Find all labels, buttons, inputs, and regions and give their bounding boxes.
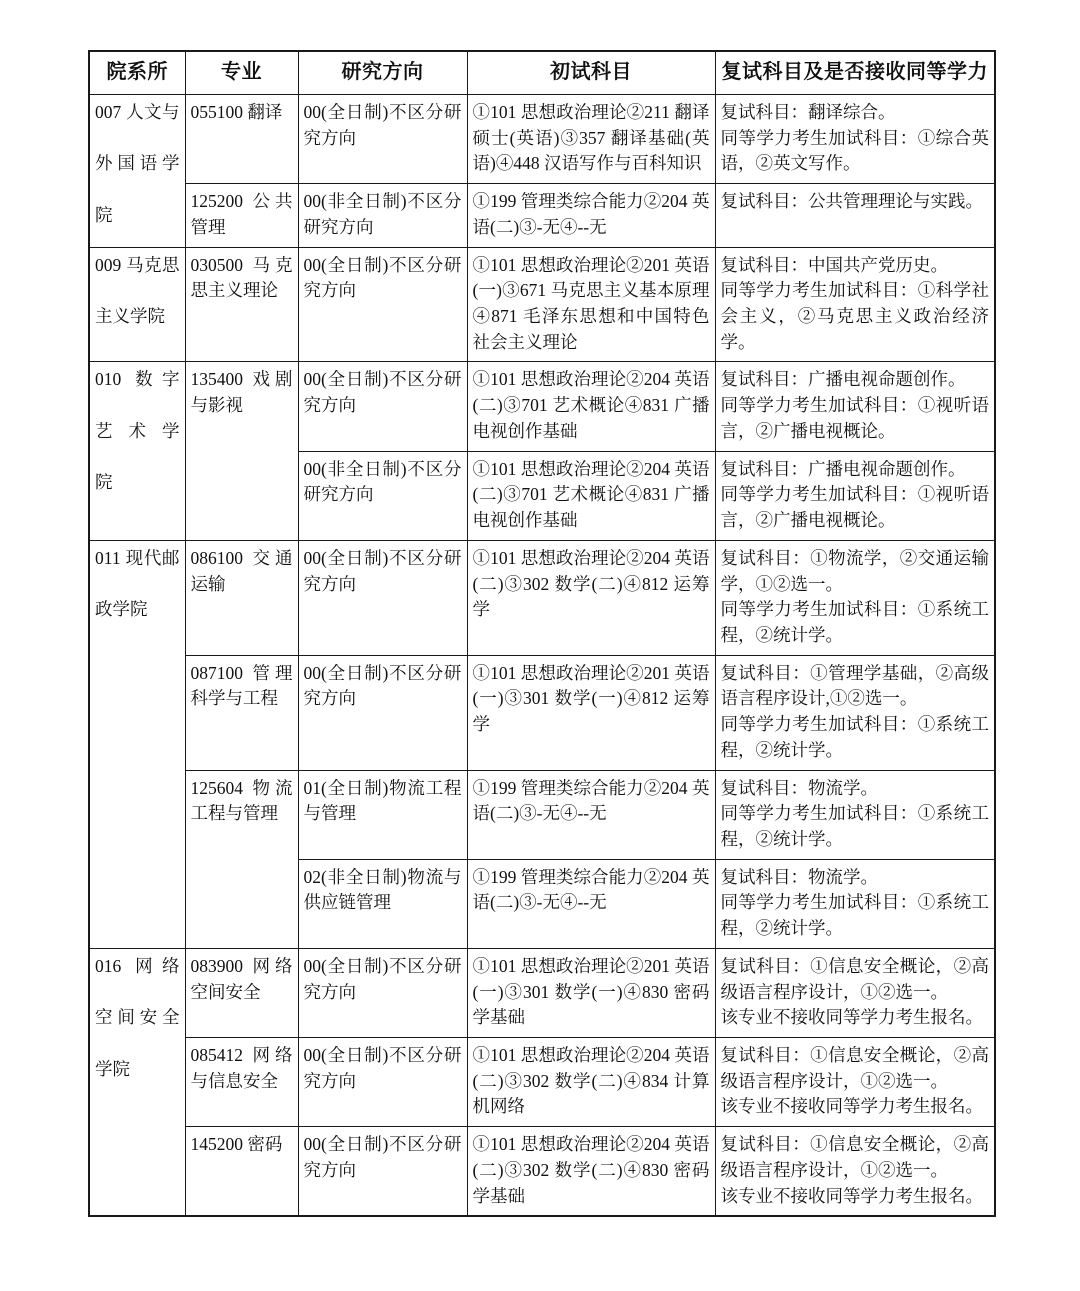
second-exam-line: 复试科目：广播电视命题创作。 [720,369,966,390]
second-exam-line: 同等学力考生加试科目：①视听语言，②广播电视概论。 [720,484,989,531]
cell-second-exam-subjects [715,859,995,948]
cell-department [89,540,185,948]
cell-department [89,362,185,540]
cell-second-exam-subjects [715,1038,995,1127]
cell-research-direction: 00(全日制)不区分研究方向 [298,540,467,655]
cell-research-direction: 00(全日制)不区分研究方向 [298,948,467,1037]
cell-second-exam-subjects [715,95,995,184]
cell-first-exam-subjects: ①199 管理类综合能力②204 英语(二)③-无④--无 [467,770,715,859]
cell-research-direction: 00(全日制)不区分研究方向 [298,95,467,184]
second-exam-line: 复试科目：物流学。 [720,777,878,798]
second-exam-line: 复试科目：物流学。 [720,866,878,887]
department-line: 院 [95,204,113,225]
admissions-table-container [88,50,994,1217]
table-row [89,540,995,655]
second-exam-line: 该专业不接收同等学力考生报名。 [720,1007,983,1028]
table-header-row [89,51,995,95]
second-exam-line: 同等学力考生加试科目：①视听语言，②广播电视概论。 [720,395,989,441]
table-row [89,95,995,184]
cell-major: 083900 网络空间安全 [185,948,298,1037]
second-exam-line: 该专业不接收同等学力考生报名。 [720,1096,983,1117]
cell-second-exam-subjects [715,655,995,770]
cell-first-exam-subjects: ①101 思想政治理论②204 英语(二)③302 数学(二)④830 密码学基础 [467,1127,715,1217]
table-header [89,51,995,95]
second-exam-line: 同等学力考生加试科目：①科学社会主义，②马克思主义政治经济学。 [720,280,989,352]
second-exam-line: 复试科目：①信息安全概论，②高级语言程序设计，①②选一。 [720,1045,989,1091]
cell-second-exam-subjects [715,451,995,540]
admissions-catalog-table [88,50,996,1217]
cell-first-exam-subjects: ①199 管理类综合能力②204 英语(二)③-无④--无 [467,184,715,247]
column-header-first-exam: 初试科目 [467,51,715,95]
table-row [89,1127,995,1217]
second-exam-line: 复试科目：中国共产党历史。 [720,254,948,275]
second-exam-line: 同等学力考生加试科目：①系统工程，②统计学。 [720,714,989,760]
table-body [89,95,995,1217]
cell-second-exam-subjects [715,1127,995,1217]
department-line: 007 人文与 [95,102,180,122]
cell-first-exam-subjects: ①101 思想政治理论②201 英语(一)③301 数学(一)④830 密码学基础 [467,948,715,1037]
second-exam-line: 复试科目：①管理学基础，②高级语言程序设计,①②选一。 [720,662,989,709]
table-row [89,655,995,770]
department-line: 院 [95,472,113,493]
cell-first-exam-subjects: ①199 管理类综合能力②204 英语(二)③-无④--无 [467,859,715,948]
cell-second-exam-subjects [715,948,995,1037]
cell-major: 030500 马克思主义理论 [185,247,298,362]
table-row [89,362,995,451]
table-row [89,184,995,247]
cell-major: 085412 网络与信息安全 [185,1038,298,1127]
column-header-research-direction: 研究方向 [298,51,467,95]
cell-major: 087100 管理科学与工程 [185,655,298,770]
table-row [89,770,995,859]
cell-major: 086100 交通运输 [185,540,298,655]
second-exam-line: 复试科目：广播电视命题创作。 [720,458,966,479]
cell-research-direction: 00(全日制)不区分研究方向 [298,247,467,362]
cell-major: 145200 密码 [185,1127,298,1217]
second-exam-line: 复试科目：翻译综合。 [720,102,896,122]
cell-first-exam-subjects: ①101 思想政治理论②204 英语(二)③302 数学(二)④834 计算机网络 [467,1038,715,1127]
department-line: 009 马克思 [95,254,180,275]
department-line: 学院 [95,1058,130,1079]
second-exam-line: 复试科目：公共管理理论与实践。 [720,191,983,212]
cell-major: 055100 翻译 [185,95,298,184]
second-exam-line: 复试科目：①信息安全概论，②高级语言程序设计，①②选一。 [720,955,989,1002]
cell-major: 125604 物流工程与管理 [185,770,298,948]
cell-second-exam-subjects [715,770,995,859]
cell-first-exam-subjects: ①101 思想政治理论②211 翻译硕士(英语)③357 翻译基础(英语)④448 汉语写作与百科知识 [467,95,715,184]
cell-research-direction: 00(全日制)不区分研究方向 [298,655,467,770]
column-header-department: 院系所 [89,51,185,95]
department-line: 016 网络 [95,955,180,976]
department-line: 空间安全 [95,1007,180,1028]
second-exam-line: 复试科目：①物流学，②交通运输学，①②选一。 [720,547,989,594]
cell-major: 135400 戏剧与影视 [185,362,298,540]
second-exam-line: 同等学力考生加试科目：①系统工程，②统计学。 [720,892,989,939]
table-row [89,247,995,362]
second-exam-line: 复试科目：①信息安全概论，②高级语言程序设计，①②选一。 [720,1134,989,1180]
department-line: 011 现代邮 [95,547,180,568]
cell-department [89,948,185,1216]
cell-second-exam-subjects [715,184,995,247]
cell-research-direction: 00(非全日制)不区分研究方向 [298,451,467,540]
table-row [89,948,995,1037]
department-line: 主义学院 [95,306,165,327]
cell-first-exam-subjects: ①101 思想政治理论②204 英语(二)③302 数学(二)④812 运筹学 [467,540,715,655]
department-line: 外国语学 [95,153,180,174]
second-exam-line: 同等学力考生加试科目：①综合英语，②英文写作。 [720,127,989,174]
cell-first-exam-subjects: ①101 思想政治理论②204 英语(二)③701 艺术概论④831 广播电视创作基础 [467,362,715,451]
department-line: 010 数字 [95,369,180,390]
department-line: 艺术学 [95,420,180,441]
table-row [89,1038,995,1127]
cell-research-direction: 02(非全日制)物流与供应链管理 [298,859,467,948]
cell-second-exam-subjects [715,362,995,451]
cell-second-exam-subjects [715,540,995,655]
cell-first-exam-subjects: ①101 思想政治理论②204 英语(二)③701 艺术概论④831 广播电视创作基础 [467,451,715,540]
department-line: 政学院 [95,599,148,620]
column-header-second-exam: 复试科目及是否接收同等学力 [715,51,995,95]
cell-research-direction: 00(非全日制)不区分研究方向 [298,184,467,247]
second-exam-line: 同等学力考生加试科目：①系统工程，②统计学。 [720,599,989,645]
column-header-major: 专业 [185,51,298,95]
cell-department [89,247,185,362]
cell-major: 125200 公共管理 [185,184,298,247]
cell-research-direction: 00(全日制)不区分研究方向 [298,1127,467,1217]
second-exam-line: 该专业不接收同等学力考生报名。 [720,1185,983,1206]
cell-research-direction: 00(全日制)不区分研究方向 [298,1038,467,1127]
cell-research-direction: 01(全日制)物流工程与管理 [298,770,467,859]
cell-second-exam-subjects [715,247,995,362]
cell-department [89,95,185,248]
cell-first-exam-subjects: ①101 思想政治理论②201 英语(一)③671 马克思主义基本原理④871 毛泽东思想和中国特色社会主义理论 [467,247,715,362]
cell-first-exam-subjects: ①101 思想政治理论②201 英语(一)③301 数学(一)④812 运筹学 [467,655,715,770]
second-exam-line: 同等学力考生加试科目：①系统工程，②统计学。 [720,803,989,849]
cell-research-direction: 00(全日制)不区分研究方向 [298,362,467,451]
